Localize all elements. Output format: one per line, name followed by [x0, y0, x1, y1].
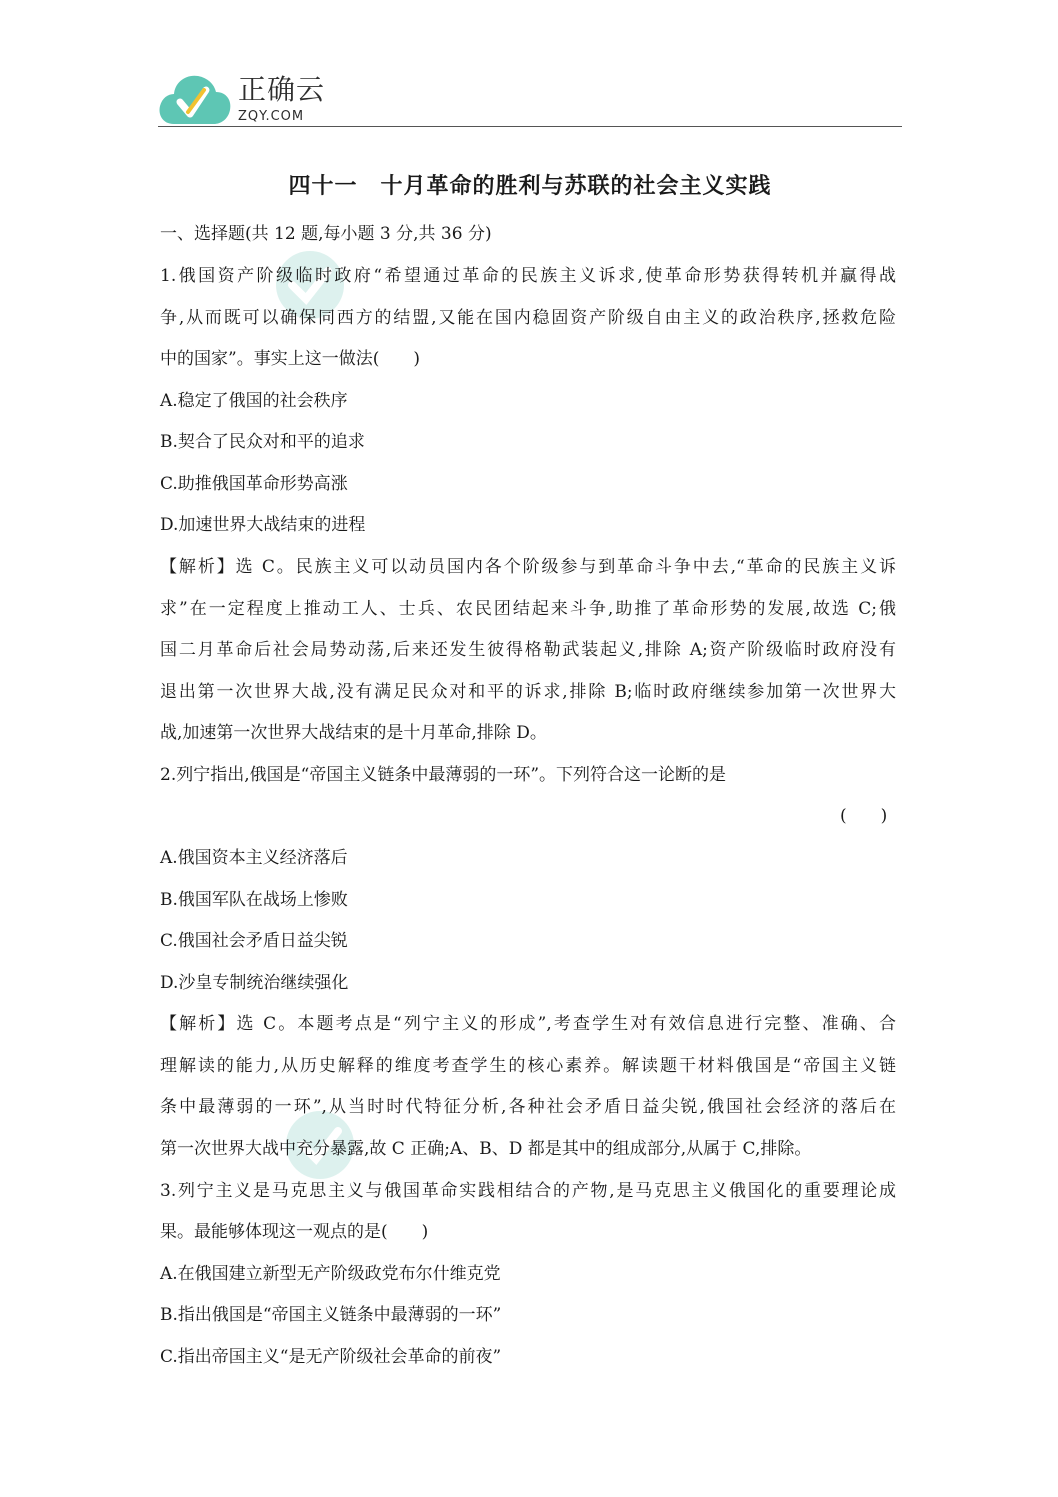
q1-option-c: C.助推俄国革命形势高涨 [160, 474, 348, 494]
q3-stem-line: 果。最能够体现这一观点的是( ) [160, 1222, 429, 1242]
q3-option-c: C.指出帝国主义“是无产阶级社会革命的前夜” [160, 1347, 502, 1367]
q2-stem-line: 2.列宁指出,俄国是“帝国主义链条中最薄弱的一环”。下列符合这一论断的是 [160, 765, 727, 785]
q2-analysis-line: 条中最薄弱的一环”,从当时时代特征分析,各种社会矛盾日益尖锐,俄国社会经济的落后在 [160, 1097, 896, 1117]
brand-logo [158, 72, 398, 126]
section-heading: 一、选择题(共 12 题,每小题 3 分,共 36 分) [160, 224, 492, 244]
q1-stem-line: 争,从而既可以确保同西方的结盟,又能在国内稳固资产阶级自由主义的政治秩序,拯救危险 [160, 308, 896, 328]
page-title: 四十一 十月革命的胜利与苏联的社会主义实践 [288, 173, 772, 199]
brand-name: 正确云 [238, 73, 326, 106]
q1-analysis-line: 战,加速第一次世界大战结束的是十月革命,排除 D。 [160, 723, 547, 743]
q3-option-a: A.在俄国建立新型无产阶级政党布尔什维克党 [160, 1264, 501, 1284]
page-header [158, 70, 902, 126]
q1-analysis-line: 国二月革命后社会局势动荡,后来还发生彼得格勒武装起义,排除 A;资产阶级临时政府没有 [160, 640, 896, 660]
q2-analysis-line: 【解析】选 C。本题考点是“列宁主义的形成”,考查学生对有效信息进行完整、准确、合 [160, 1014, 896, 1034]
q2-option-c: C.俄国社会矛盾日益尖锐 [160, 931, 348, 951]
q2-answer-bracket: ( ) [840, 806, 888, 826]
q1-option-d: D.加速世界大战结束的进程 [160, 515, 366, 535]
q1-analysis-line: 【解析】选 C。民族主义可以动员国内各个阶级参与到革命斗争中去,“革命的民族主义诉 [160, 557, 896, 577]
q1-analysis-line: 求”在一定程度上推动工人、士兵、农民团结起来斗争,助推了革命形势的发展,故选 C;俄 [160, 599, 896, 619]
q3-option-b: B.指出俄国是“帝国主义链条中最薄弱的一环” [160, 1305, 502, 1325]
header-divider [158, 126, 902, 127]
q3-stem-line: 3.列宁主义是马克思主义与俄国革命实践相结合的产物,是马克思主义俄国化的重要理论成 [160, 1181, 896, 1201]
q2-option-a: A.俄国资本主义经济落后 [160, 848, 348, 868]
q1-stem-line: 中的国家”。事实上这一做法( ) [160, 349, 420, 369]
q2-analysis-line: 理解读的能力,从历史解释的维度考查学生的核心素养。解读题干材料俄国是“帝国主义链 [160, 1056, 896, 1076]
q2-analysis-line: 第一次世界大战中充分暴露,故 C 正确;A、B、D 都是其中的组成部分,从属于 C,排除。 [160, 1139, 812, 1159]
q1-analysis-line: 退出第一次世界大战,没有满足民众对和平的诉求,排除 B;临时政府继续参加第一次世界大 [160, 682, 896, 702]
q1-option-a: A.稳定了俄国的社会秩序 [160, 391, 348, 411]
q2-option-b: B.俄国军队在战场上惨败 [160, 890, 348, 910]
brand-domain: ZQY.COM [238, 109, 305, 124]
cloud-check-icon [158, 72, 232, 126]
q1-stem-line: 1.俄国资产阶级临时政府“希望通过革命的民族主义诉求,使革命形势获得转机并赢得战 [160, 266, 896, 286]
q1-option-b: B.契合了民众对和平的追求 [160, 432, 365, 452]
q2-option-d: D.沙皇专制统治继续强化 [160, 973, 349, 993]
